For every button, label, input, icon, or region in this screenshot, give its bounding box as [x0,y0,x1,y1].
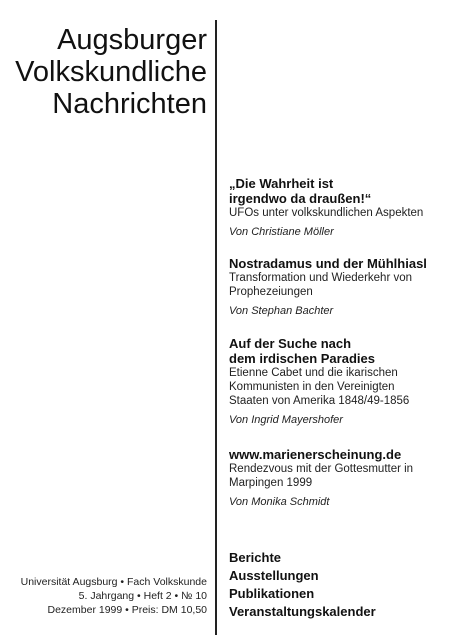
article-2 [229,256,454,318]
article-subtitle-line: Etienne Cabet und die ikarischen [229,367,398,379]
article-1 [229,176,454,239]
footer-line: Universität Augsburg • Fach Volkskunde [20,576,207,588]
section-ausstellungen: Ausstellungen [229,568,319,583]
article-author: Von Stephan Bachter [229,305,334,317]
article-subtitle-line: Transformation und Wiederkehr von [229,272,413,284]
article-title-line: Nostradamus und der Mühlhiasl [229,256,427,271]
article-subtitle-line: Kommunisten in den Vereinigten [229,381,395,393]
article-subtitle-line: UFOs unter volkskundlichen Aspekten [229,207,424,219]
article-subtitle-line: Prophezeiungen [229,286,313,298]
article-author: Von Monika Schmidt [229,496,330,508]
journal-title-line: Augsburger [57,24,207,56]
journal-title-line: Nachrichten [52,88,207,120]
section-veranstaltungskalender: Veranstaltungskalender [229,604,376,619]
article-4 [229,447,454,509]
article-title-line: Auf der Suche nach [229,336,352,351]
section-list [229,549,376,621]
footer-line: Dezember 1999 • Preis: DM 10,50 [47,604,207,616]
article-title-line: „Die Wahrheit ist [229,176,334,191]
section-berichte: Berichte [229,550,282,565]
section-publikationen: Publikationen [229,586,315,601]
article-subtitle-line: Rendezvous mit der Gottesmutter in [229,463,414,475]
vertical-divider-rule [215,20,217,635]
article-subtitle-line: Staaten von Amerika 1848/49-1856 [229,395,410,407]
article-author: Von Christiane Möller [229,226,334,238]
article-title-line: www.marienerscheinung.de [229,447,402,462]
journal-title-line: Volkskundliche [15,56,207,88]
journal-title [15,24,207,120]
article-title-line: irgendwo da draußen!“ [229,191,372,206]
article-subtitle-line: Marpingen 1999 [229,477,313,489]
article-title-line: dem irdischen Paradies [229,351,375,366]
article-3 [229,336,454,427]
footer-line: 5. Jahrgang • Heft 2 • № 10 [78,590,207,602]
article-author: Von Ingrid Mayershofer [229,414,343,426]
imprint-footer [21,575,207,617]
